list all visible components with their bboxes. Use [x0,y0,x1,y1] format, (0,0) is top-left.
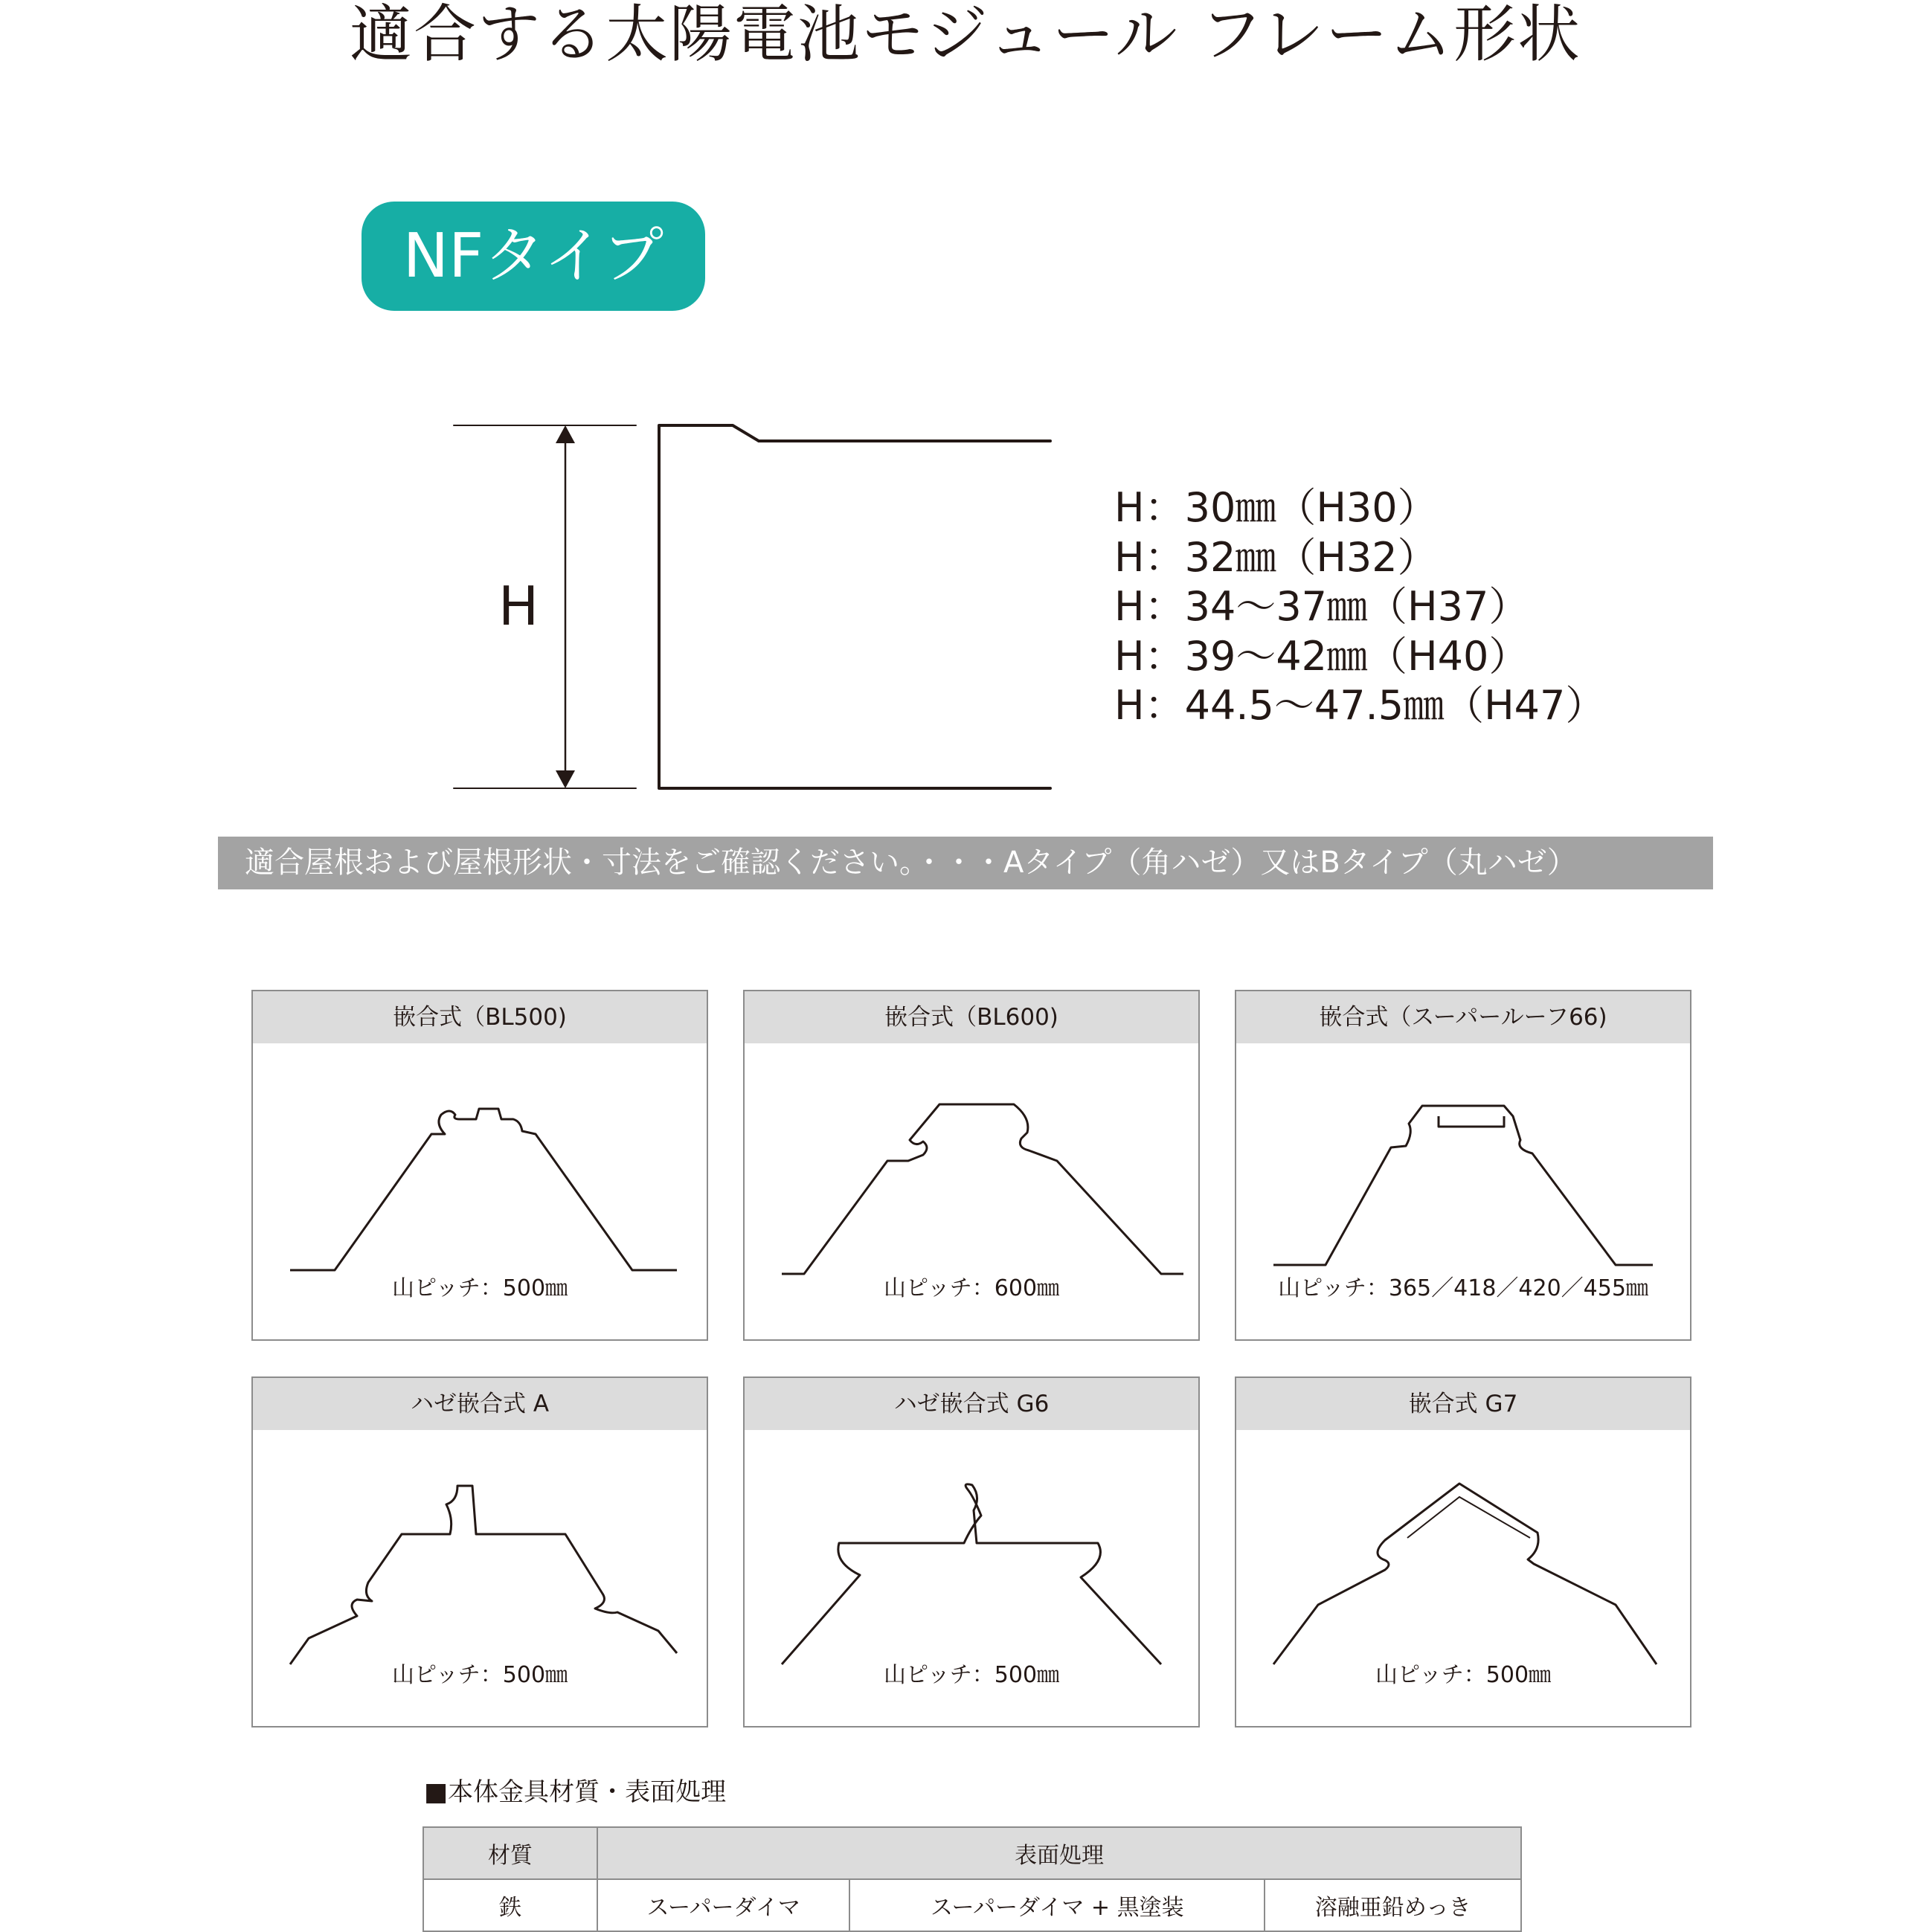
height-spec-item: H：44.5～47.5㎜（H47） [1114,682,1606,729]
page-title: 適合する太陽電池モジュール フレーム形状 [350,0,1581,71]
notice-bar: 適合屋根および屋根形状・寸法をご確認ください。・・・Aタイプ（角ハゼ）又はBタイプ（丸ハゼ） [218,837,1713,889]
roof-card-superroof66 [1235,990,1691,1341]
height-spec-item: H：30㎜（H30） [1114,484,1438,531]
cell-material: 鉄 [423,1879,597,1931]
roof-card-bl500 [251,990,708,1341]
height-label: H [498,575,539,637]
cell-surface-option: スーパーダイマ [597,1879,849,1931]
roof-profile-bl500-icon [253,1043,707,1289]
materials-section-title: ■本体金具材質・表面処理 [424,1777,727,1807]
roof-card-title: 嵌合式 G7 [1236,1378,1690,1430]
roof-card-pitch: 山ピッチ：600㎜ [883,1275,1060,1301]
roof-profile-bl600-icon [745,1043,1198,1289]
roof-profile-haze-a-icon [253,1430,707,1675]
roof-card-title: 嵌合式（BL500) [253,991,707,1043]
roof-card-pitch: 山ピッチ：365／418／420／455㎜ [1278,1275,1648,1301]
roof-card-title: 嵌合式（スーパールーフ66) [1236,991,1690,1043]
roof-card-pitch: 山ピッチ：500㎜ [883,1662,1060,1688]
roof-profile-g7-icon [1236,1430,1690,1675]
roof-card-title: ハゼ嵌合式 A [253,1378,707,1430]
height-spec-item: H：34～37㎜（H37） [1114,583,1529,630]
table-header-row [423,1827,1521,1879]
header-material: 材質 [423,1827,597,1879]
roof-card-g7 [1235,1376,1691,1727]
materials-table [422,1826,1522,1932]
header-surface: 表面処理 [597,1827,1521,1879]
arrow-down-icon [556,770,575,788]
roof-card-pitch: 山ピッチ：500㎜ [1375,1662,1552,1688]
height-spec-item: H：39～42㎜（H40） [1114,632,1529,680]
frame-profile-line [659,425,1050,788]
roof-card-haze-a [251,1376,708,1727]
roof-card-pitch: 山ピッチ：500㎜ [391,1662,568,1688]
roof-card-bl600 [743,990,1200,1341]
height-spec-list [1114,483,1605,731]
roof-card-haze-g6 [743,1376,1200,1727]
roof-card-pitch: 山ピッチ：500㎜ [391,1275,568,1301]
roof-profile-superroof66-icon [1236,1043,1690,1289]
roof-card-title: 嵌合式（BL600) [745,991,1198,1043]
roof-profile-haze-g6-icon [745,1430,1198,1675]
arrow-up-icon [556,425,575,443]
roof-card-title: ハゼ嵌合式 G6 [745,1378,1198,1430]
table-row [423,1879,1521,1931]
cell-surface-option: 溶融亜鉛めっき [1265,1879,1521,1931]
type-badge: NFタイプ [362,202,705,311]
cell-surface-option: スーパーダイマ + 黒塗装 [849,1879,1265,1931]
height-spec-item: H：32㎜（H32） [1114,533,1438,581]
